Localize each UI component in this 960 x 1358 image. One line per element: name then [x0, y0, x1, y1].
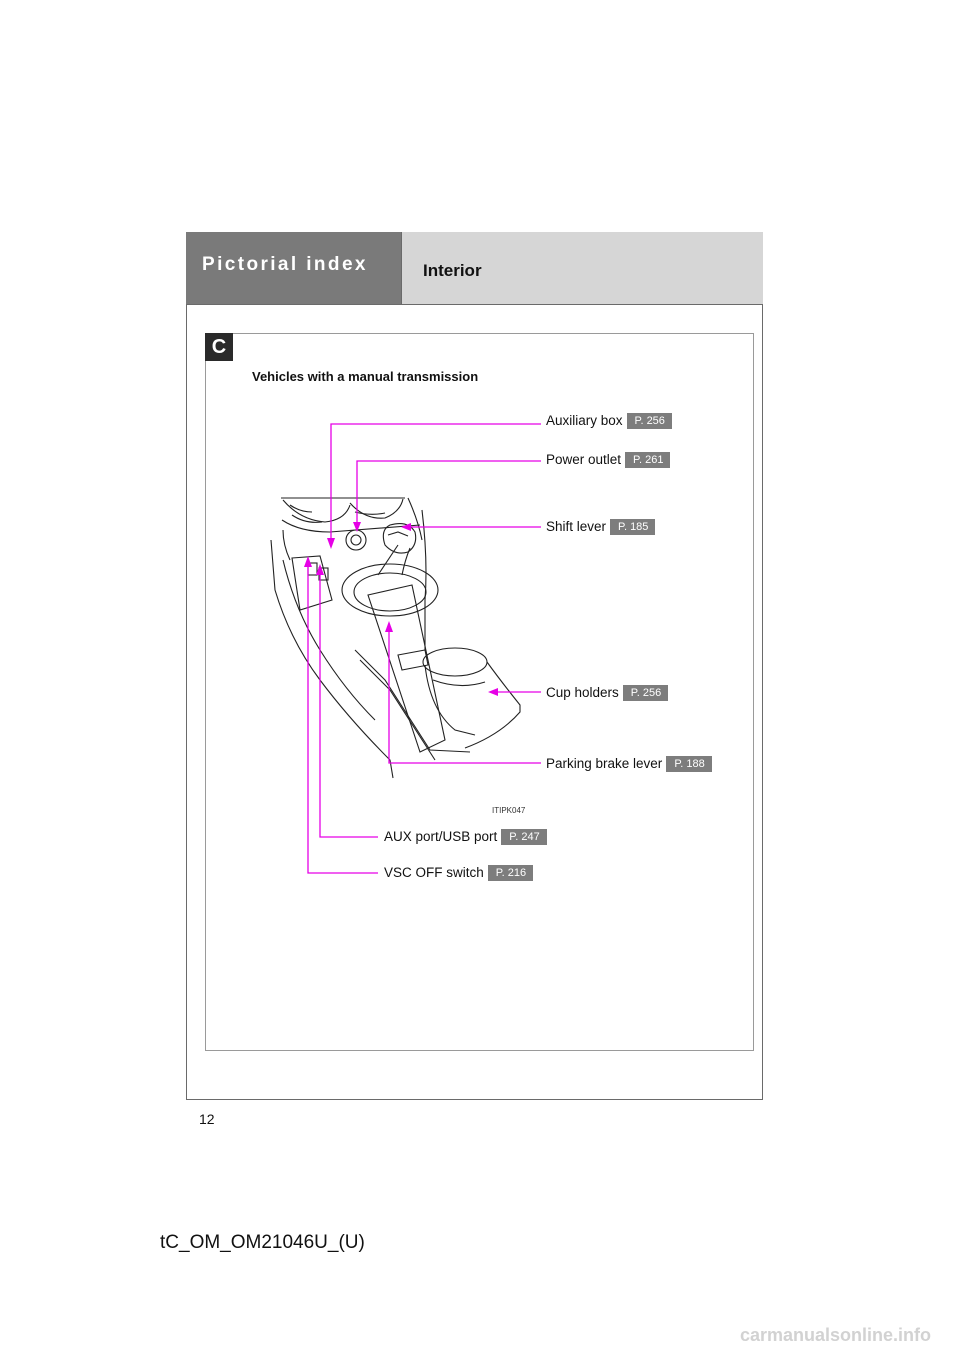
page-ref-badge: P. 185	[610, 519, 655, 535]
callout-label: Power outlet	[546, 452, 622, 467]
document-id: tC_OM_OM21046U_(U)	[160, 1232, 365, 1253]
page-ref-badge: P. 216	[488, 865, 533, 881]
callout-label: Auxiliary box	[546, 413, 623, 428]
leader-auxiliary-box	[331, 424, 541, 543]
callout-vsc-off-switch	[384, 865, 533, 881]
watermark: carmanualsonline.info	[740, 1325, 932, 1345]
page-title: Interior	[423, 261, 482, 280]
page-ref-badge: P. 256	[627, 413, 672, 429]
callout-label: AUX port/USB port	[384, 829, 498, 844]
illustration-code: ITIPK047	[492, 806, 526, 815]
section-title: Pictorial index	[202, 254, 368, 275]
leader-parking-brake	[389, 627, 541, 763]
callout-label: VSC OFF switch	[384, 865, 484, 880]
callout-cup-holders	[546, 685, 668, 701]
callout-label: Parking brake lever	[546, 756, 663, 771]
callout-label: Cup holders	[546, 685, 619, 700]
page-ref-badge: P. 256	[623, 685, 668, 701]
page-ref-badge: P. 261	[625, 452, 670, 468]
callout-shift-lever	[546, 519, 655, 535]
page-ref-badge: P. 188	[666, 756, 711, 772]
callout-parking-brake-lever	[546, 756, 712, 772]
panel-subheading: Vehicles with a manual transmission	[252, 369, 479, 384]
page-ref-badge: P. 247	[501, 829, 546, 845]
callout-label: Shift lever	[546, 519, 607, 534]
callout-power-outlet	[546, 452, 670, 468]
panel-marker-letter: C	[211, 336, 227, 358]
leader-aux-port	[320, 570, 378, 837]
callout-aux-usb-port	[384, 829, 547, 845]
callout-auxiliary-box	[546, 413, 672, 429]
page-number: 12	[199, 1111, 215, 1127]
leader-vsc-off	[308, 562, 378, 873]
